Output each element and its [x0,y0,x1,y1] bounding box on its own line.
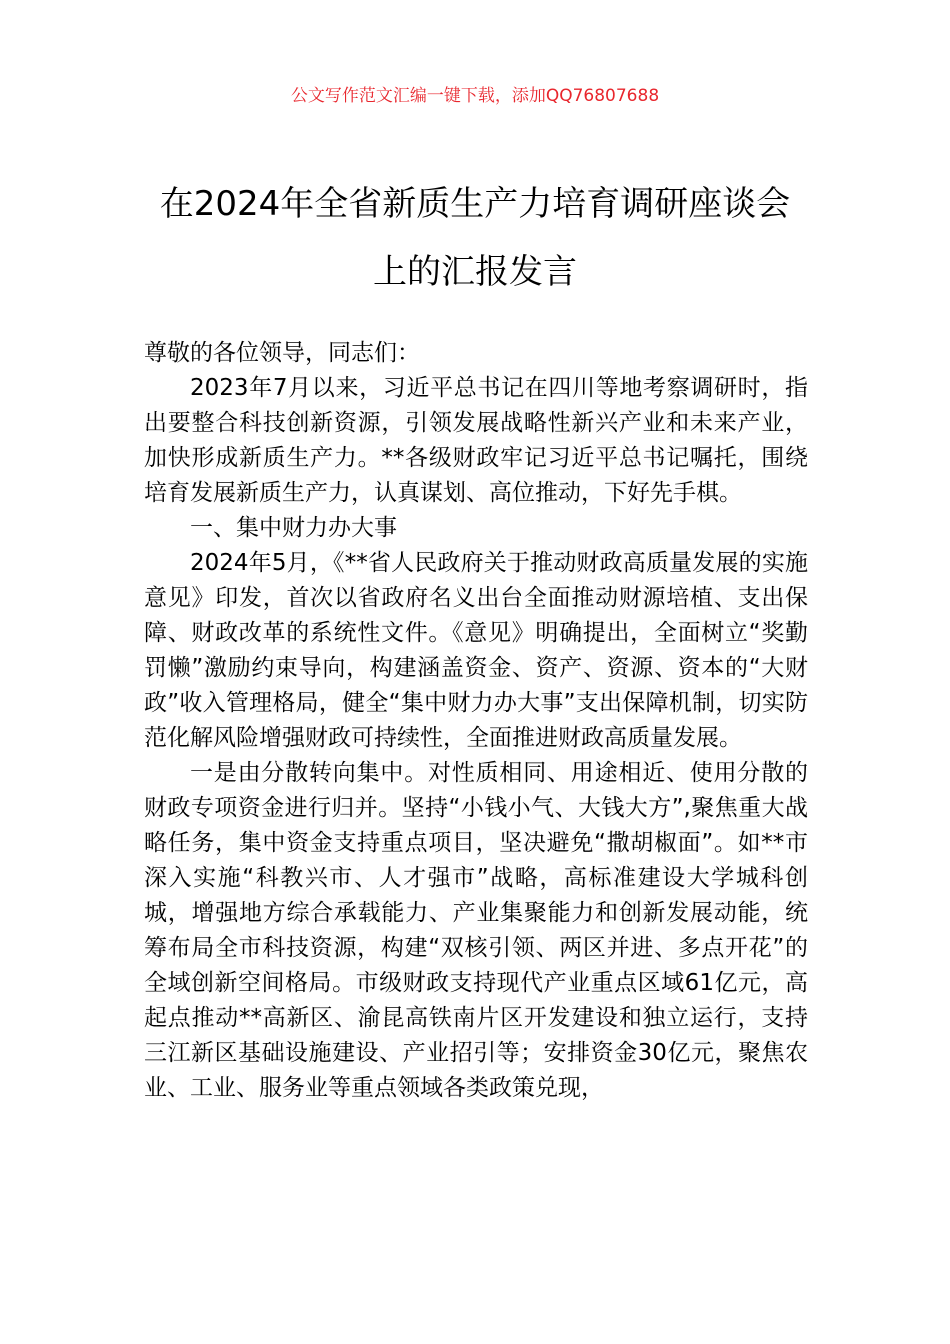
document-title [120,170,830,306]
title-line-2: 上的汇报发言 [373,252,577,292]
document-body [144,336,808,1106]
paragraph-point-1: 一是由分散转向集中。对性质相同、用途相近、使用分散的财政专项资金进行归并。坚持“小钱小气、大钱大方”,聚焦重大战略任务，集中资金支持重点项目，坚决避免“撒胡椒面”。如**市深入实施“科教兴市、人才强市”战略，高标准建设大学城科创城，增强地方综合承载能力、产业集聚能力和创新发展动能，统筹布局全市科技资源，构建“双核引领、两区并进、多点开花”的全域创新空间格局。市级财政支持现代产业重点区域61亿元，高起点推动**高新区、渝昆高铁南片区开发建设和独立运行，支持三江新区基础设施建设、产业招引等；安排资金30亿元，聚焦农业、工业、服务业等重点领域各类政策兑现， [144,760,808,1101]
title-line-1: 在2024年全省新质生产力培育调研座谈会 [159,184,791,224]
watermark-text: 公文写作范文汇编一键下载，添加QQ76807688 [290,86,660,106]
salutation: 尊敬的各位领导，同志们： [144,340,420,366]
section-heading-1: 一、集中财力办大事 [190,515,397,541]
paragraph-section-1: 2024年5月，《**省人民政府关于推动财政高质量发展的实施意见》印发，首次以省政府名义出台全面推动财源培植、支出保障、财政改革的系统性文件。《意见》明确提出，全面树立“奖勤罚懒”激励约束导向，构建涵盖资金、资产、资源、资本的“大财政”收入管理格局，健全“集中财力办大事”支出保障机制，切实防范化解风险增强财政可持续性，全面推进财政高质量发展。 [144,550,808,751]
paragraph-intro: 2023年7月以来，习近平总书记在四川等地考察调研时，指出要整合科技创新资源，引领发展战略性新兴产业和未来产业，加快形成新质生产力。**各级财政牢记习近平总书记嘱托，围绕培育发展新质生产力，认真谋划、高位推动，下好先手棋。 [144,375,808,506]
